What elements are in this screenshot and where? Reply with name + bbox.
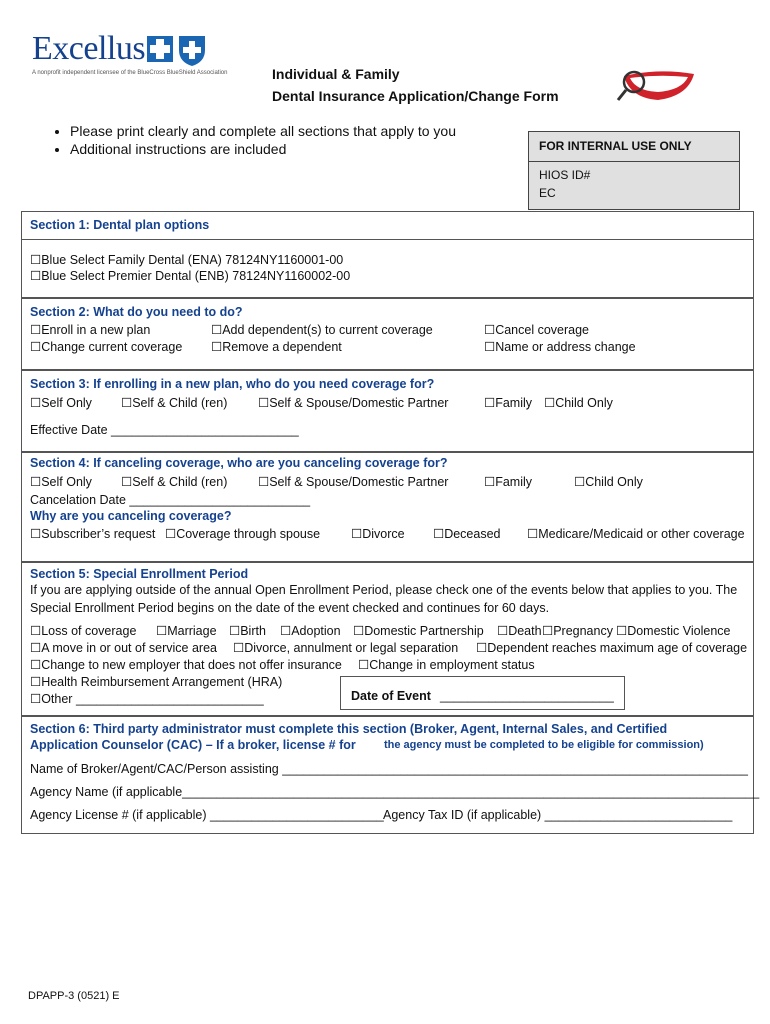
cancel-family-checkbox[interactable]: ☐Family [484, 475, 533, 489]
agency-tax-id-field[interactable]: Agency Tax ID (if applicable) ___________________________ [383, 808, 733, 822]
cancelation-date-field[interactable]: Cancelation Date __________________________ [30, 493, 311, 507]
divorce-annulment-checkbox[interactable]: ☐Divorce, annulment or legal separation [233, 641, 459, 655]
hios-id-label: HIOS ID# [539, 168, 591, 182]
ec-label: EC [539, 186, 556, 200]
form-title-line2: Dental Insurance Application/Change Form [272, 88, 559, 104]
effective-date-field[interactable]: Effective Date ___________________________ [30, 423, 299, 437]
dependent-max-age-checkbox[interactable]: ☐Dependent reaches maximum age of coverage [476, 641, 748, 655]
bcbs-cross-shield-icon [147, 32, 207, 68]
section-1-divider [21, 239, 754, 240]
instructions-list [50, 122, 456, 158]
marriage-checkbox[interactable]: ☐Marriage [156, 624, 217, 638]
section-2-title: Section 2: What do you need to do? [30, 305, 243, 319]
cancel-child-only-checkbox[interactable]: ☐Child Only [574, 475, 643, 489]
section-3-title: Section 3: If enrolling in a new plan, who do you need coverage for? [30, 377, 435, 391]
enroll-self-only-checkbox[interactable]: ☐Self Only [30, 396, 92, 410]
agency-name-field[interactable]: Agency Name (if applicable___________________________________________________________________________________ [30, 785, 760, 799]
loss-of-coverage-checkbox[interactable]: ☐Loss of coverage [30, 624, 137, 638]
internal-use-title: FOR INTERNAL USE ONLY [529, 132, 739, 162]
why-canceling-title: Why are you canceling coverage? [30, 509, 232, 523]
move-service-area-checkbox[interactable]: ☐A move in or out of service area [30, 641, 217, 655]
plan-ena-checkbox[interactable]: ☐Blue Select Family Dental (ENA) 78124NY1160001-00 [30, 253, 344, 267]
enroll-family-checkbox[interactable]: ☐Family [484, 396, 533, 410]
section-5-intro-line2: Special Enrollment Period begins on the date of the event checked and continues for 60 days. [30, 601, 550, 615]
section-4-title: Section 4: If canceling coverage, who are you canceling coverage for? [30, 456, 448, 470]
death-checkbox[interactable]: ☐Death [497, 624, 542, 638]
divorce-checkbox[interactable]: ☐Divorce [351, 527, 405, 541]
cancel-coverage-checkbox[interactable]: ☐Cancel coverage [484, 323, 590, 337]
instruction-item: • Additional instructions are included [70, 140, 456, 158]
deceased-checkbox[interactable]: ☐Deceased [433, 527, 501, 541]
subscriber-request-checkbox[interactable]: ☐Subscriber’s request [30, 527, 156, 541]
remove-dependent-checkbox[interactable]: ☐Remove a dependent [211, 340, 342, 354]
section-5-title: Section 5: Special Enrollment Period [30, 567, 249, 581]
employment-status-checkbox[interactable]: ☐Change in employment status [358, 658, 535, 672]
cancel-self-child-checkbox[interactable]: ☐Self & Child (ren) [121, 475, 228, 489]
adoption-checkbox[interactable]: ☐Adoption [280, 624, 341, 638]
date-of-event-label: Date of Event [351, 689, 431, 703]
internal-use-box [528, 131, 740, 210]
domestic-violence-checkbox[interactable]: ☐Domestic Violence [616, 624, 731, 638]
enroll-child-only-checkbox[interactable]: ☐Child Only [544, 396, 613, 410]
pregnancy-checkbox[interactable]: ☐Pregnancy [542, 624, 613, 638]
instruction-item: • Please print clearly and complete all sections that apply to you [70, 122, 456, 140]
name-address-change-checkbox[interactable]: ☐Name or address change [484, 340, 636, 354]
section-6-title-note: the agency must be completed to be eligible for commission) [384, 739, 704, 751]
plan-enb-checkbox[interactable]: ☐Blue Select Premier Dental (ENB) 78124NY1160002-00 [30, 269, 351, 283]
cancel-self-only-checkbox[interactable]: ☐Self Only [30, 475, 92, 489]
add-dependent-checkbox[interactable]: ☐Add dependent(s) to current coverage [211, 323, 433, 337]
logo-tagline: A nonprofit independent licensee of the BlueCross BlueShield Association [32, 70, 228, 76]
enroll-new-plan-checkbox[interactable]: ☐Enroll in a new plan [30, 323, 151, 337]
excellus-logo: Excellus [32, 30, 146, 67]
enroll-self-child-checkbox[interactable]: ☐Self & Child (ren) [121, 396, 228, 410]
medicare-medicaid-checkbox[interactable]: ☐Medicare/Medicaid or other coverage [527, 527, 745, 541]
change-coverage-checkbox[interactable]: ☐Change current coverage [30, 340, 183, 354]
domestic-partnership-checkbox[interactable]: ☐Domestic Partnership [353, 624, 484, 638]
birth-checkbox[interactable]: ☐Birth [229, 624, 266, 638]
other-event-field[interactable]: ☐Other ___________________________ [30, 692, 264, 706]
form-code: DPAPP-3 (0521) E [28, 990, 120, 1002]
new-employer-checkbox[interactable]: ☐Change to new employer that does not offer insurance [30, 658, 342, 672]
agency-license-field[interactable]: Agency License # (if applicable) _________________________ [30, 808, 384, 822]
hra-checkbox[interactable]: ☐Health Reimbursement Arrangement (HRA) [30, 675, 283, 689]
form-title-line1: Individual & Family [272, 66, 400, 82]
cancel-self-spouse-checkbox[interactable]: ☐Self & Spouse/Domestic Partner [258, 475, 449, 489]
broker-name-field[interactable]: Name of Broker/Agent/CAC/Person assisting ___________________________________________________________________ [30, 762, 748, 776]
section-6-title-line2: Application Counselor (CAC) – If a broker, license # for [30, 738, 356, 752]
smile-magnifier-icon [612, 66, 704, 106]
enroll-self-spouse-checkbox[interactable]: ☐Self & Spouse/Domestic Partner [258, 396, 449, 410]
section-5-intro-line1: If you are applying outside of the annual Open Enrollment Period, please check one of the events below that applies to you. The [30, 583, 738, 597]
section-6-title-line1: Section 6: Third party administrator must complete this section (Broker, Agent, Internal Sales, and Certified [30, 722, 668, 736]
coverage-through-spouse-checkbox[interactable]: ☐Coverage through spouse [165, 527, 321, 541]
date-of-event-field[interactable]: _________________________ [440, 689, 614, 703]
section-1-title: Section 1: Dental plan options [30, 218, 210, 232]
